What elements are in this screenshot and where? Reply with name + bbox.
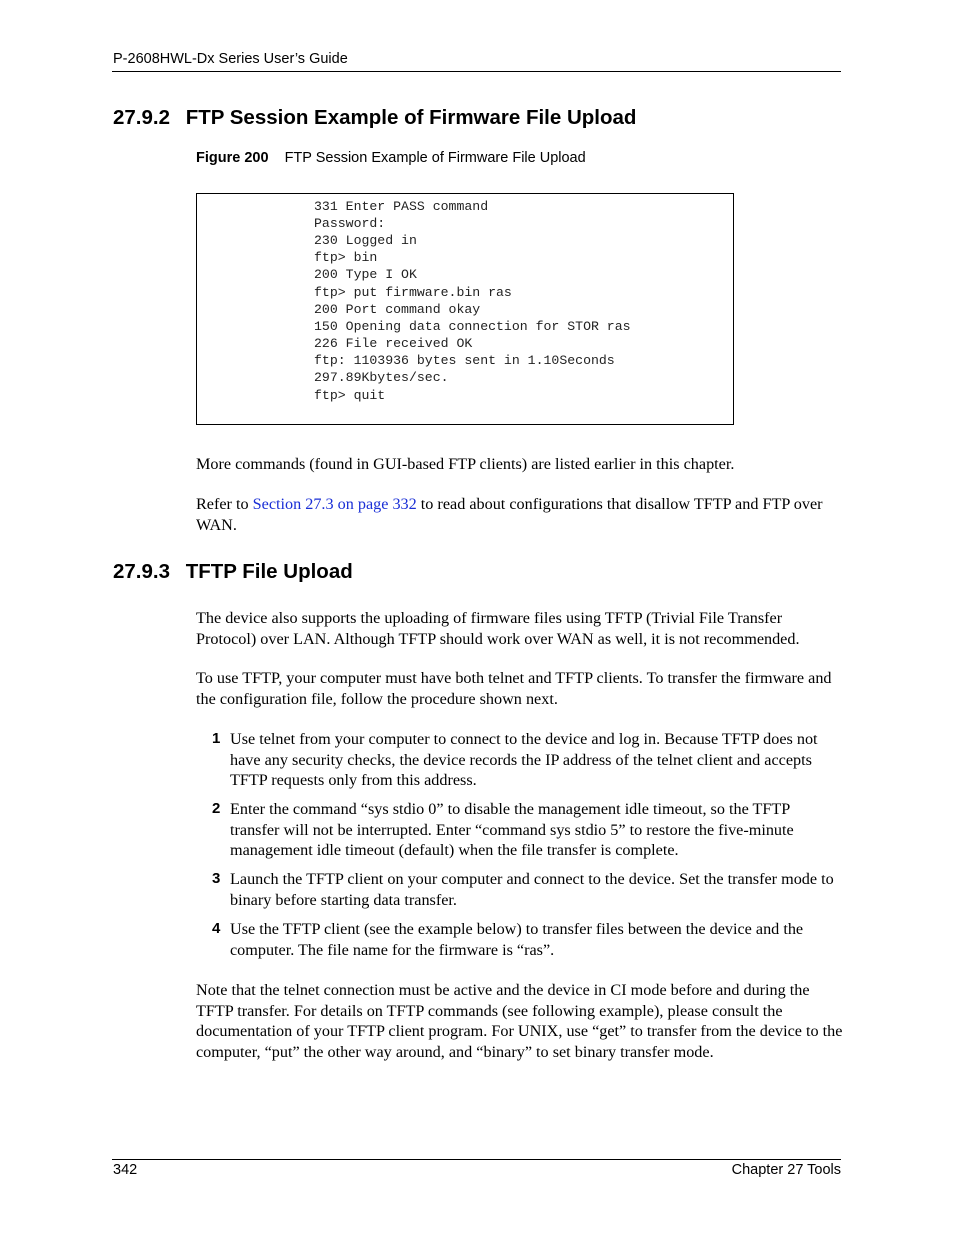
step-number: 3 [212,870,221,887]
code-line: ftp> quit [314,388,386,403]
paragraph-text: Refer to [196,495,253,513]
header-rule [112,71,841,72]
step-number: 4 [212,920,221,937]
paragraph: The device also supports the uploading of firmware files using TFTP (Trivial File Transfer Protocol) over LAN. Although TFTP should work over WAN as well, it is not recommended. [196,609,800,648]
paragraph-text: to read about configurations that disallow TFTP and FTP over WAN. [196,495,823,534]
section-heading-tftp [113,560,353,584]
paragraph: Note that the telnet connection must be active and the device in CI mode before and during the TFTP transfer. For details on TFTP commands (see following example), please consult the documentation of your TFTP client program. For UNIX, use “get” to transfer from the device to the computer, “put” the other way around, and “binary” to set binary transfer mode. [196,981,843,1061]
step-text: Use telnet from your computer to connect to the device and log in. Because TFTP does not have any security checks, the device records the IP address of the telnet client and accepts TFTP requests only from this address. [230,730,818,789]
code-line: 200 Type I OK [314,267,417,282]
code-line: 226 File received OK [314,336,473,351]
code-line: ftp: 1103936 bytes sent in 1.10Seconds [314,353,615,368]
code-line: 150 Opening data connection for STOR ras [314,319,631,334]
paragraph: More commands (found in GUI-based FTP clients) are listed earlier in this chapter. [196,455,735,473]
footer-rule [112,1159,841,1160]
step-text: Launch the TFTP client on your computer and connect to the device. Set the transfer mode to binary before starting data transfer. [230,870,834,909]
step-text: Use the TFTP client (see the example below) to transfer files between the device and the computer. The file name for the firmware is “ras”. [230,920,804,959]
code-line: Password: [314,216,386,231]
running-header: P-2608HWL-Dx Series User’s Guide [113,51,348,67]
section-link[interactable]: Section 27.3 on page 332 [252,495,417,513]
step-text: Enter the command “sys stdio 0” to disable the management idle timeout, so the TFTP transfer will not be interrupted. Enter “command sys stdio 5” to restore the five-minute management idle timeout (default) when the file transfer is complete. [230,800,794,859]
ftp-session-code-box [196,193,734,425]
section-title: FTP Session Example of Firmware File Upload [185,106,637,129]
code-line: ftp> put firmware.bin ras [314,285,512,300]
code-line: 200 Port command okay [314,302,481,317]
figure-title: FTP Session Example of Firmware File Upload [284,150,586,166]
code-line: ftp> bin [314,250,378,265]
page-number: 342 [113,1162,138,1178]
figure-caption [196,150,586,166]
step-number: 2 [212,800,221,817]
step-number: 1 [212,730,221,747]
figure-label: Figure 200 [196,150,269,166]
section-number: 27.9.3 [113,560,170,583]
section-number: 27.9.2 [113,106,170,129]
section-title: TFTP File Upload [185,560,353,583]
section-heading-ftp [113,106,636,130]
paragraph-refer [196,494,846,535]
code-line: 297.89Kbytes/sec. [314,370,449,385]
paragraph: To use TFTP, your computer must have both telnet and TFTP clients. To transfer the firmware and the configuration file, follow the procedure shown next. [196,669,832,708]
code-line: 230 Logged in [314,233,417,248]
code-line: 331 Enter PASS command [314,199,489,214]
chapter-title: Chapter 27 Tools [731,1162,841,1178]
